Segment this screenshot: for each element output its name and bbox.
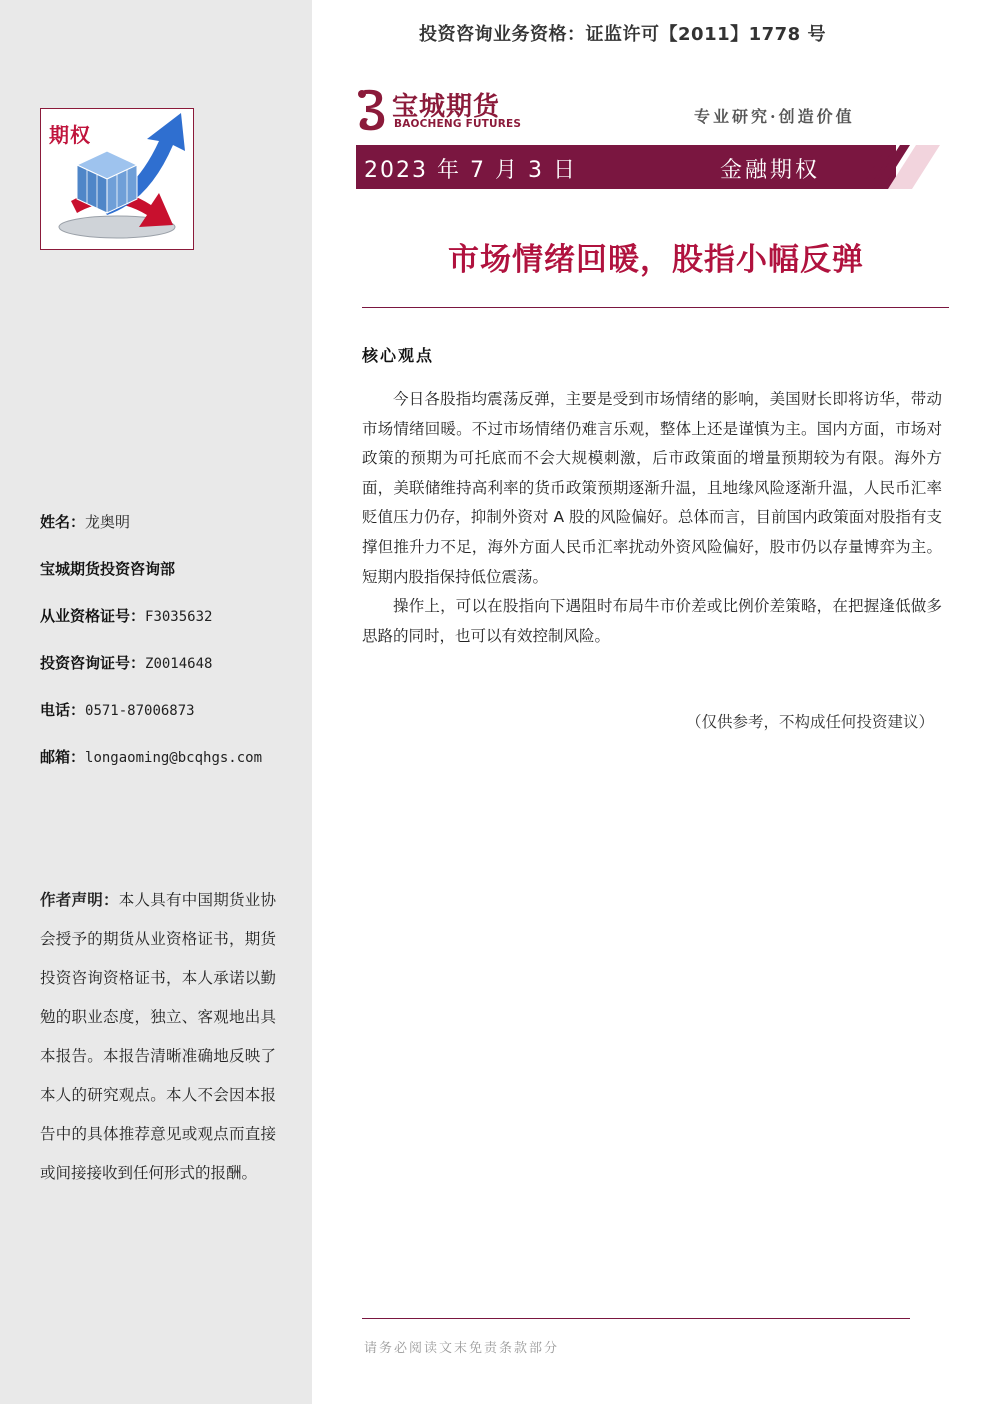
- author-declaration: [40, 881, 276, 1193]
- consult-row: [40, 651, 300, 698]
- report-category: 金融期权: [720, 158, 821, 183]
- author-name: 龙奥明: [85, 513, 131, 531]
- consult-label: 投资咨询证号：: [40, 654, 146, 672]
- logo-tag: 期权: [49, 123, 91, 147]
- author-name-row: [40, 510, 300, 557]
- cert-label: 从业资格证号：: [40, 607, 146, 625]
- email-address[interactable]: longaoming@bcqhgs.com: [85, 750, 263, 766]
- body-paragraph-2: 操作上，可以在股指向下遇阻时布局牛市价差或比例价差策略，在把握逢低做多思路的同时，也可以有效控制风险。: [362, 597, 942, 645]
- phone-row: [40, 698, 300, 745]
- footer-divider: [362, 1318, 910, 1319]
- email-row: [40, 745, 300, 792]
- cert-row: [40, 604, 300, 651]
- footer-disclaimer-note: 请务必阅读文末免责条款部分: [364, 1341, 560, 1356]
- phone-number: 0571-87006873: [85, 703, 195, 719]
- author-info: [40, 510, 300, 792]
- author-name-label: 姓名：: [40, 513, 86, 531]
- options-logo: [40, 108, 194, 250]
- declaration-text: 本人具有中国期货业协会授予的期货从业资格证书，期货投资咨询资格证书，本人承诺以勤勉的职业态度，独立、客观地出具本报告。本报告清晰准确地反映了本人的研究观点。本人不会因本报告中的具体推荐意见或观点而直接或间接接收到任何形式的报酬。: [40, 891, 276, 1182]
- license-line: 投资咨询业务资格：证监许可【2011】1778 号: [419, 24, 826, 45]
- banner-stripes-decoration: [860, 145, 940, 189]
- report-title: 市场情绪回暖，股指小幅反弹: [448, 242, 864, 278]
- brand-english-name: BAOCHENG FUTURES: [394, 118, 522, 130]
- report-date: 2023 年 7 月 3 日: [364, 158, 577, 183]
- date-banner: [356, 145, 896, 189]
- slogan: 专业研究·创造价值: [694, 107, 855, 126]
- email-label: 邮箱：: [40, 748, 86, 766]
- report-body: [362, 385, 942, 651]
- section-heading: 核心观点: [362, 346, 435, 365]
- declaration-label: 作者声明：: [40, 891, 119, 909]
- brand-mark-icon: [356, 86, 392, 132]
- brand-logo: [356, 84, 536, 134]
- cert-number: F3035632: [145, 609, 213, 625]
- department: 宝城期货投资咨询部: [40, 560, 176, 578]
- body-paragraph-1: 今日各股指均震荡反弹，主要是受到市场情绪的影响，美国财长即将访华，带动市场情绪回暖。不过市场情绪仍难言乐观，整体上还是谨慎为主。国内方面，市场对政策的预期为可托底而不会大规模刺激，后市政策面的增量预期较为有限。海外方面，美联储维持高利率的货币政策预期逐渐升温，且地缘风险逐渐升温，人民币汇率贬值压力仍存，抑制外资对 A 股的风险偏好。总体而言，目前国内政策面对股指有支撑但推升力不足，海外方面人民币汇率扰动外资风险偏好，股市仍以存量博弈为主。短期内股指保持低位震荡。: [362, 390, 942, 586]
- brand-name: 宝城期货: [392, 92, 501, 122]
- reference-note: （仅供参考，不构成任何投资建议）: [685, 713, 934, 731]
- sidebar: [0, 0, 312, 1404]
- phone-label: 电话：: [40, 701, 86, 719]
- consult-number: Z0014648: [145, 656, 213, 672]
- title-divider: [362, 307, 949, 308]
- department-row: [40, 557, 300, 604]
